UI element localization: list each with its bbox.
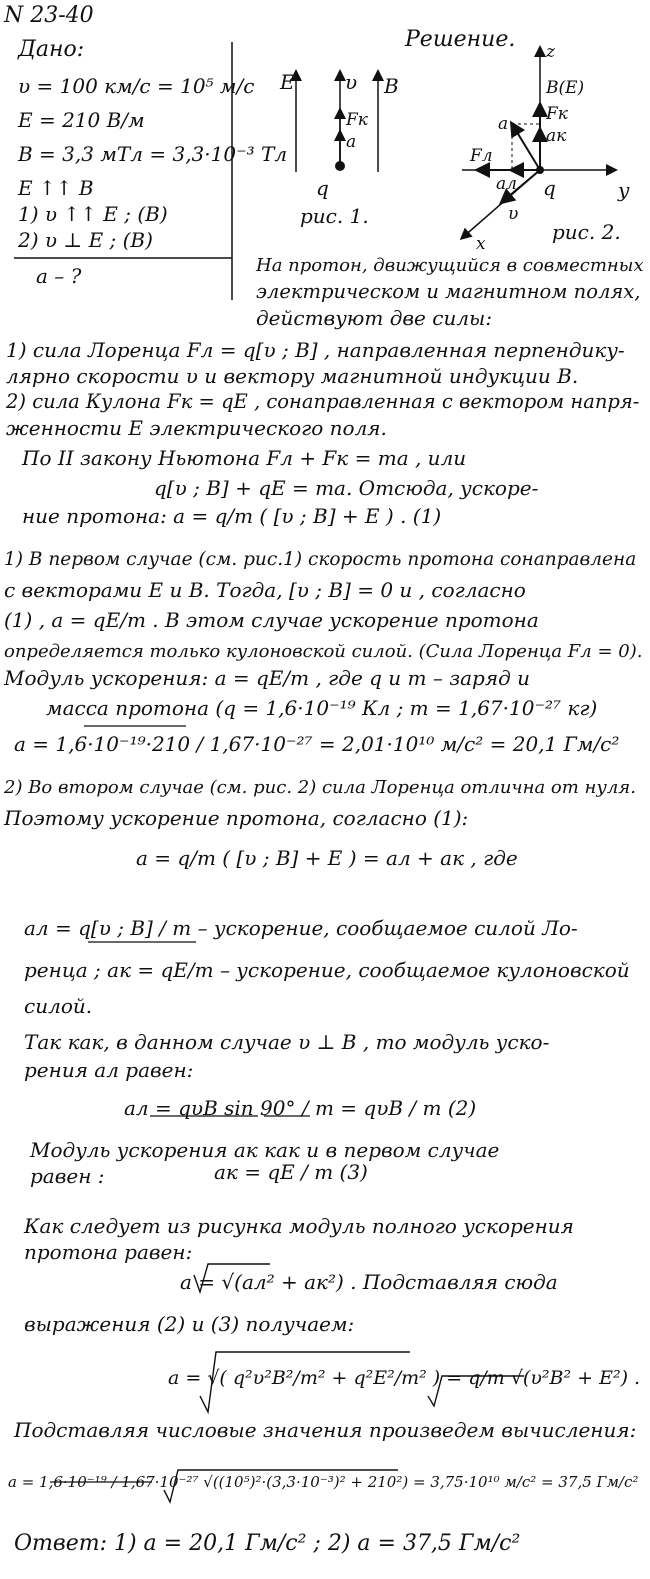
text-case1-a: 1) В первом случае (см. рис.1) скорость протона сонаправлена	[4, 549, 637, 570]
solution-label: Решение.	[405, 27, 516, 52]
problem-number: N 23-40	[4, 3, 94, 28]
fig2-label-z: z	[546, 42, 555, 62]
text-newton-2: q[υ ; B] + qE = ma. Отсюда, ускоре-	[154, 476, 539, 500]
text-case1-b: с векторами E и B. Тогда, [υ ; B] = 0 и , согласно	[4, 578, 526, 602]
text-case1-e: Модуль ускорения: a = qE/m , где q и m – заряд и	[4, 666, 531, 690]
text-case2-n: протона равен:	[24, 1240, 193, 1264]
text-case1-c: (1) , a = qE/m . В этом случае ускорение протона	[4, 608, 539, 632]
text-case2-k: равен :	[30, 1164, 105, 1188]
fig2-label-q: q	[543, 176, 556, 200]
text-case2-i: aл = qυB sin 90° / m = qυB / m (2)	[124, 1096, 477, 1120]
text-case2-q: a = √( q²υ²B²/m² + q²E²/m² ) = q/m √(υ²B² + E²) .	[168, 1367, 641, 1389]
fig2-label-ak: aк	[546, 126, 567, 146]
text-case1-f: масса протона (q = 1,6·10⁻¹⁹ Кл ; m = 1,67·10⁻²⁷ кг)	[46, 696, 598, 720]
given-relation: E ↑↑ B	[18, 176, 94, 200]
text-force-2: 2) сила Кулона Fк = qE , сонаправленная с вектором напря-	[6, 390, 640, 413]
text-case2-j: Модуль ускорения aк как и в первом случае	[30, 1138, 500, 1162]
text-p3: действуют две силы:	[256, 306, 493, 330]
fig1-label-v: υ	[345, 70, 358, 94]
text-p1: На протон, движущийся в совместных	[256, 255, 644, 276]
find-label: a – ?	[36, 264, 82, 288]
given-label: Дано:	[18, 37, 85, 62]
fig2-label-be: B(E)	[546, 78, 585, 98]
text-case1-g: a = 1,6·10⁻¹⁹·210 / 1,67·10⁻²⁷ = 2,01·10¹⁰ м/с² = 20,1 Гм/с²	[14, 732, 620, 756]
text-case2-s: a = 1,6·10⁻¹⁹ / 1,67·10⁻²⁷ √((10⁵)²·(3,3·10⁻³)² + 210²) = 3,75·10¹⁰ м/с² = 37,5 Гм/с²	[8, 1473, 639, 1491]
text-case2-o: a = √(aл² + aк²) . Подставляя сюда	[180, 1270, 558, 1294]
fig1-charge	[335, 161, 345, 171]
fig1-label-e: E	[280, 70, 295, 94]
fig1-caption: рис. 1.	[300, 204, 369, 228]
text-force-2b: женности E электрического поля.	[6, 416, 387, 440]
fig2-label-y: y	[618, 178, 630, 202]
given-field-b: B = 3,3 мТл = 3,3·10⁻³ Тл	[18, 142, 288, 166]
fig1-label-fk: Fк	[346, 110, 368, 130]
text-case2-l: aк = qE / m (3)	[214, 1160, 368, 1184]
given-speed: υ = 100 км/с = 10⁵ м/с	[18, 74, 255, 98]
text-case2-c: a = q/m ( [υ ; B] + E ) = aл + aк , где	[136, 846, 518, 870]
text-case2-a: 2) Во втором случае (см. рис. 2) сила Лоренца отлична от нуля.	[4, 777, 636, 798]
fig1-label-q: q	[316, 176, 329, 200]
text-p2: электрическом и магнитном полях,	[256, 280, 641, 303]
fig2-caption: рис. 2.	[552, 220, 621, 244]
given-field-e: E = 210 В/м	[18, 108, 145, 132]
text-case1-d: определяется только кулоновской силой. (Сила Лоренца Fл = 0).	[4, 641, 643, 662]
fig2-charge	[536, 166, 544, 174]
fig2-label-a: a	[498, 114, 509, 134]
text-case2-r: Подставляя числовые значения произведем вычисления:	[14, 1418, 637, 1442]
given-case-2: 2) υ ⊥ E ; (B)	[18, 228, 153, 252]
text-case2-h: рения aл равен:	[24, 1058, 194, 1082]
fig1-label-a: a	[346, 132, 357, 152]
fig2-label-v: υ	[508, 204, 519, 224]
fig1-label-b: B	[384, 74, 399, 98]
text-case2-p: выражения (2) и (3) получаем:	[24, 1312, 355, 1336]
text-force-1b: лярно скорости υ и вектору магнитной индукции B.	[6, 364, 579, 388]
text-case2-g: Так как, в данном случае υ ⊥ B , то модуль уско-	[24, 1030, 550, 1054]
text-case2-e: ренца ; aк = qE/m – ускорение, сообщаемое кулоновской	[24, 958, 630, 982]
text-newton-1: По II закону Ньютона Fл + Fк = ma , или	[22, 446, 467, 470]
text-case2-d: aл = q[υ ; B] / m – ускорение, сообщаемое силой Ло-	[24, 916, 578, 940]
fig2-label-x: x	[476, 234, 486, 254]
text-case2-f: силой.	[24, 994, 93, 1018]
text-force-1: 1) сила Лоренца Fл = q[υ ; B] , направленная перпендику-	[6, 338, 625, 362]
fig2-label-fk: Fк	[546, 104, 568, 124]
text-newton-3: ние протона: a = q/m ( [υ ; B] + E ) . (1)	[22, 504, 442, 528]
text-case2-b: Поэтому ускорение протона, согласно (1):	[4, 806, 469, 830]
given-case-1: 1) υ ↑↑ E ; (B)	[18, 202, 168, 226]
fig2-vector-a	[512, 124, 540, 170]
fig2-label-fl: Fл	[470, 146, 493, 166]
fig2-label-al: aл	[496, 174, 517, 194]
answer: Ответ: 1) a = 20,1 Гм/с² ; 2) a = 37,5 Гм/с²	[14, 1531, 521, 1556]
text-case2-m: Как следует из рисунка модуль полного ускорения	[24, 1214, 574, 1238]
